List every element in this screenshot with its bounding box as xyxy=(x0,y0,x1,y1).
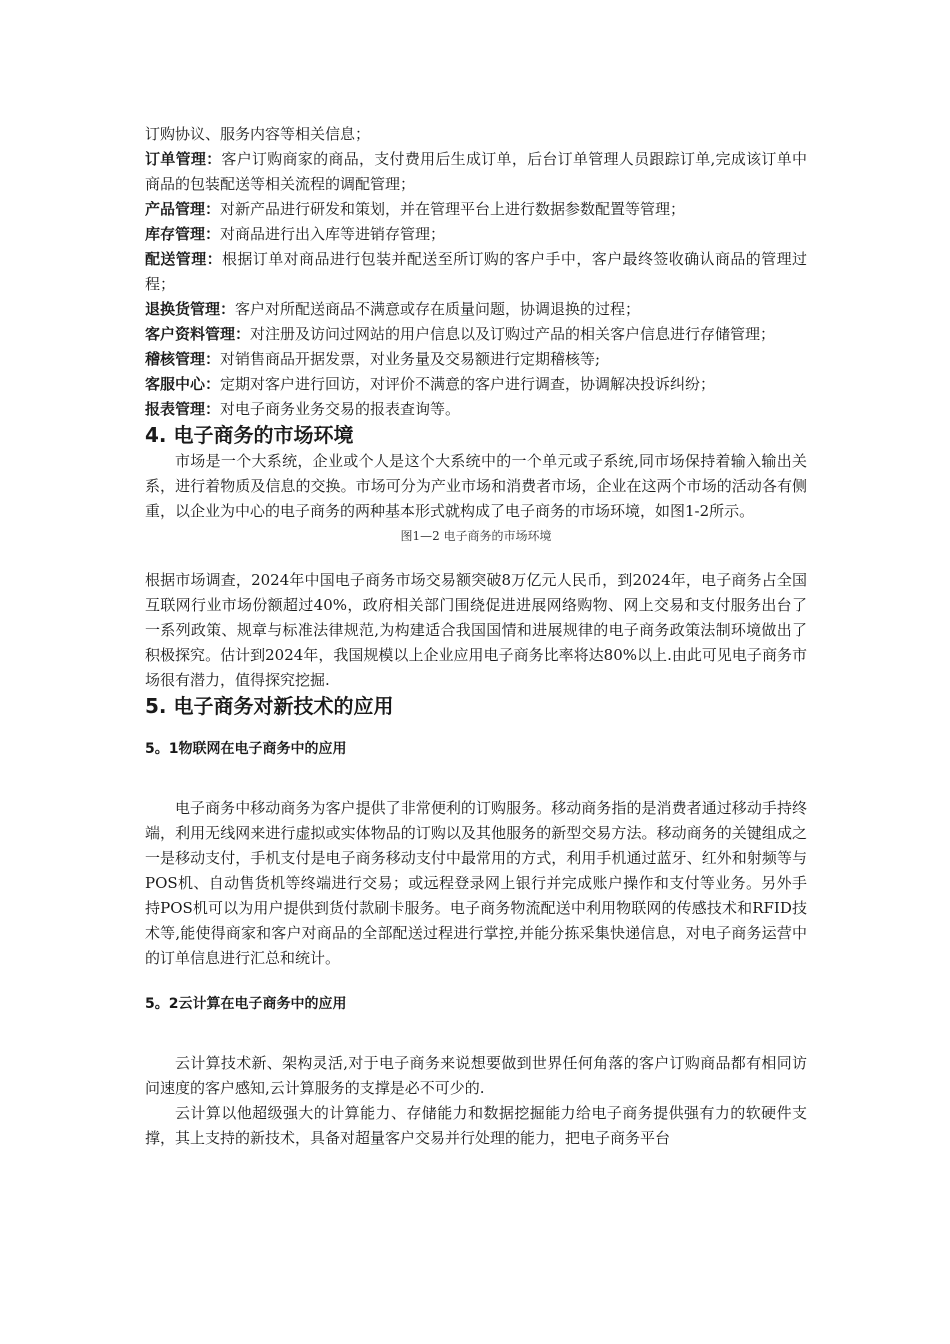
definition-term: 客服中心： xyxy=(145,375,221,393)
section-5-heading: 5. 电子商务对新技术的应用 xyxy=(145,694,394,718)
definition-term: 稽核管理： xyxy=(145,350,221,368)
definition-item xyxy=(145,397,807,422)
definition-text: 对销售商品开据发票，对业务量及交易额进行定期稽核等; xyxy=(220,350,601,368)
intro-line: 订购协议、服务内容等相关信息； xyxy=(145,125,371,143)
definition-term: 订单管理： xyxy=(145,150,222,168)
figure-caption: 图1—2 电子商务的市场环境 xyxy=(400,529,552,543)
definition-item xyxy=(145,222,807,247)
definition-item xyxy=(145,197,807,222)
section-4-paragraph: 市场是一个大系统，企业或个人是这个大系统中的一个单元或子系统,同市场保持着输入输出关系，进行着物质及信息的交换。市场可分为产业市场和消费者市场，企业在这两个市场的活动各有侧重，以企业为中心的电子商务的两种基本形式就构成了电子商务的市场环境，如图1-2所示。 xyxy=(145,452,807,520)
definition-term: 库存管理： xyxy=(145,225,221,243)
definition-item xyxy=(145,147,807,197)
section-4-heading: 4. 电子商务的市场环境 xyxy=(145,423,354,447)
definition-text: 客户对所配送商品不满意或存在质量问题，协调退换的过程； xyxy=(235,300,641,318)
market-survey-paragraph: 根据市场调查，2024年中国电子商务市场交易额突破8万亿元人民币，到2024年，电子商务占全国互联网行业市场份额超过40%，政府相关部门围绕促进进展网络购物、网上交易和支付服务出台了一系列政策、规章与标准法律规范,为构建适合我国国情和进展规律的电子商务政策法制环境做出了积极探究。估计到2024年，我国规模以上企业应用电子商务比率将达80%以上.由此可见电子商务市场很有潜力，值得探究挖掘. xyxy=(145,571,807,689)
subsection-5-2-heading: 5。2云计算在电子商务中的应用 xyxy=(145,996,347,1012)
definition-item xyxy=(145,372,807,397)
cloud-paragraph-2: 云计算以他超级强大的计算能力、存储能力和数据挖掘能力给电子商务提供强有力的软硬件支撑，其上支持的新技术，具备对超量客户交易并行处理的能力，把电子商务平台 xyxy=(145,1104,807,1147)
definition-item xyxy=(145,247,807,297)
definition-text: 对新产品进行研发和策划，并在管理平台上进行数据参数配置等管理； xyxy=(220,200,686,218)
definition-term: 客户资料管理： xyxy=(145,325,251,343)
definition-item xyxy=(145,347,807,372)
definition-term: 退换货管理： xyxy=(145,300,236,318)
definition-item xyxy=(145,322,807,347)
definition-text: 定期对客户进行回访，对评价不满意的客户进行调查，协调解决投诉纠纷； xyxy=(220,375,716,393)
definition-term: 报表管理： xyxy=(145,400,221,418)
cloud-paragraph-1: 云计算技术新、架构灵活,对于电子商务来说想要做到世界任何角落的客户订购商品都有相同访问速度的客户感知,云计算服务的支撑是必不可少的. xyxy=(145,1054,807,1097)
definition-term: 配送管理： xyxy=(145,250,223,268)
definition-list xyxy=(145,147,807,422)
definition-item xyxy=(145,297,807,322)
definition-text: 根据订单对商品进行包装并配送至所订购的客户手中，客户最终签收确认商品的管理过程； xyxy=(145,250,807,293)
document-page xyxy=(145,122,807,1151)
subsection-5-1-heading: 5。1物联网在电子商务中的应用 xyxy=(145,741,347,757)
definition-text: 对商品进行出入库等进销存管理； xyxy=(220,225,446,243)
iot-paragraph: 电子商务中移动商务为客户提供了非常便利的订购服务。移动商务指的是消费者通过移动手持终端，利用无线网来进行虚拟或实体物品的订购以及其他服务的新型交易方法。移动商务的关键组成之一是移动支付，手机支付是电子商务移动支付中最常用的方式，利用手机通过蓝牙、红外和射频等与POS机、自动售货机等终端进行交易；或远程登录网上银行并完成账户操作和支付等业务。另外手持POS机可以为用户提供到货付款刷卡服务。电子商务物流配送中利用物联网的传感技术和RFID技术等,能使得商家和客户对商品的全部配送过程进行掌控,并能分拣采集快递信息，对电子商务运营中的订单信息进行汇总和统计。 xyxy=(145,799,807,967)
definition-text: 客户订购商家的商品，支付费用后生成订单，后台订单管理人员跟踪订单,完成该订单中商品的包装配送等相关流程的调配管理； xyxy=(145,150,807,193)
definition-text: 对电子商务业务交易的报表查询等。 xyxy=(220,400,461,418)
definition-text: 对注册及访问过网站的用户信息以及订购过产品的相关客户信息进行存储管理； xyxy=(250,325,776,343)
definition-term: 产品管理： xyxy=(145,200,221,218)
